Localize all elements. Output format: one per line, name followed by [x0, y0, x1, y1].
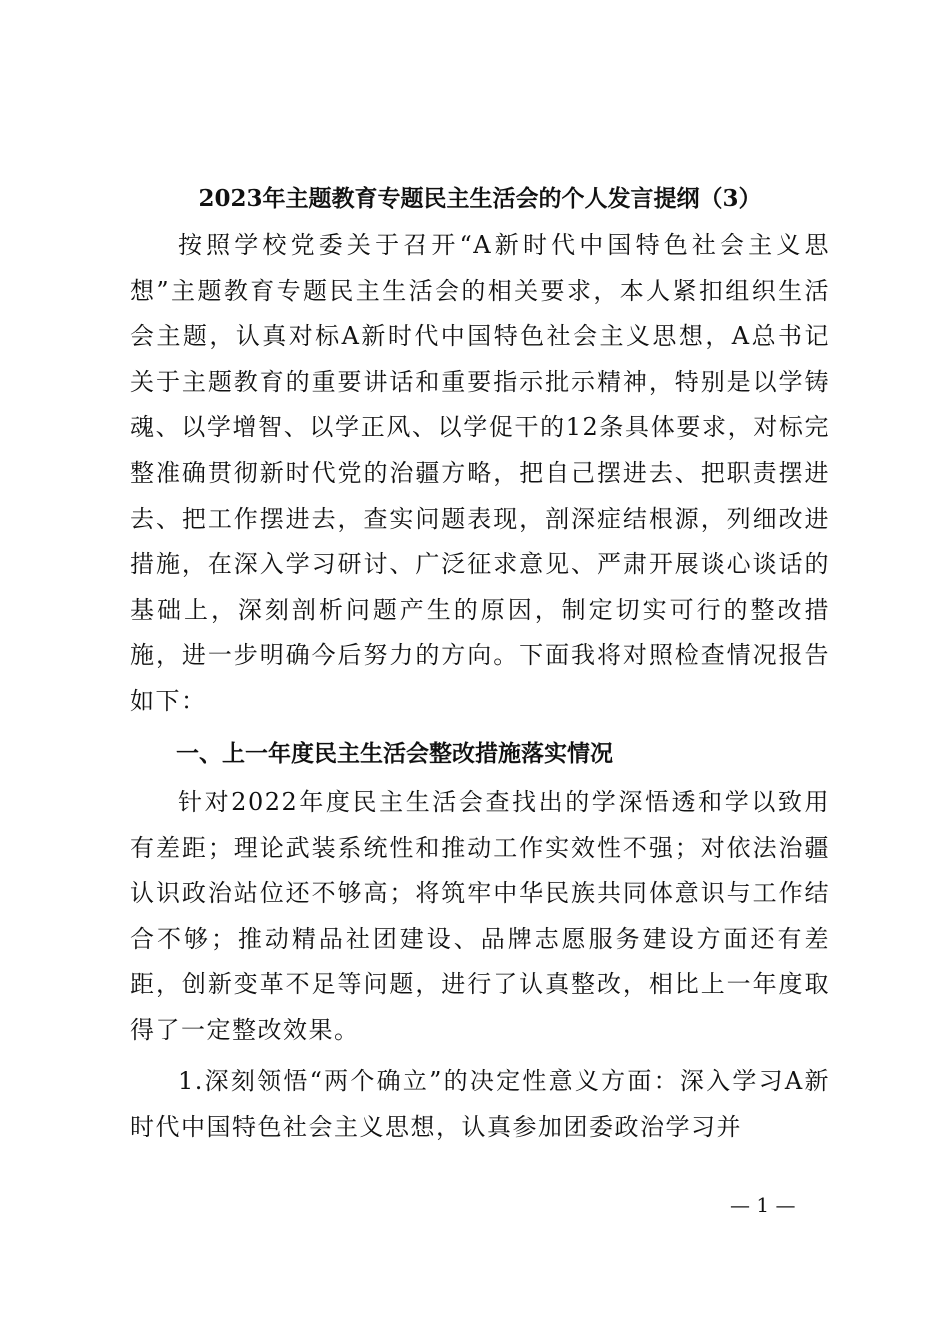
- intro-paragraph: 按照学校党委关于召开“A新时代中国特色社会主义思想”主题教育专题民主生活会的相关要求，本人紧扣组织生活会主题，认真对标A新时代中国特色社会主义思想，A总书记关于主题教育的重要讲话和重要指示批示精神，特别是以学铸魂、以学增智、以学正风、以学促干的12条具体要求，对标完整准确贯彻新时代党的治疆方略，把自己摆进去、把职责摆进去、把工作摆进去，查实问题表现，剖深症结根源，列细改进措施，在深入学习研讨、广泛征求意见、严肃开展谈心谈话的基础上，深刻剖析问题产生的原因，制定切实可行的整改措施，进一步明确今后努力的方向。下面我将对照检查情况报告如下：: [130, 231, 830, 715]
- item-1-paragraph: 1.深刻领悟“两个确立”的决定性意义方面：深入学习A新时代中国特色社会主义思想，认真参加团委政治学习并: [130, 1067, 830, 1141]
- page-number: — 1 —: [730, 1193, 796, 1217]
- section-heading: 一、上一年度民主生活会整改措施落实情况: [176, 741, 613, 767]
- section-paragraph: 针对2022年度民主生活会查找出的学深悟透和学以致用有差距；理论武装系统性和推动工作实效性不强；对依法治疆认识政治站位还不够高；将筑牢中华民族共同体意识与工作结合不够；推动精品社团建设、品牌志愿服务建设方面还有差距，创新变革不足等问题，进行了认真整改，相比上一年度取得了一定整改效果。: [130, 788, 830, 1044]
- document-title: 2023年主题教育专题民主生活会的个人发言提纲（3）: [198, 185, 762, 212]
